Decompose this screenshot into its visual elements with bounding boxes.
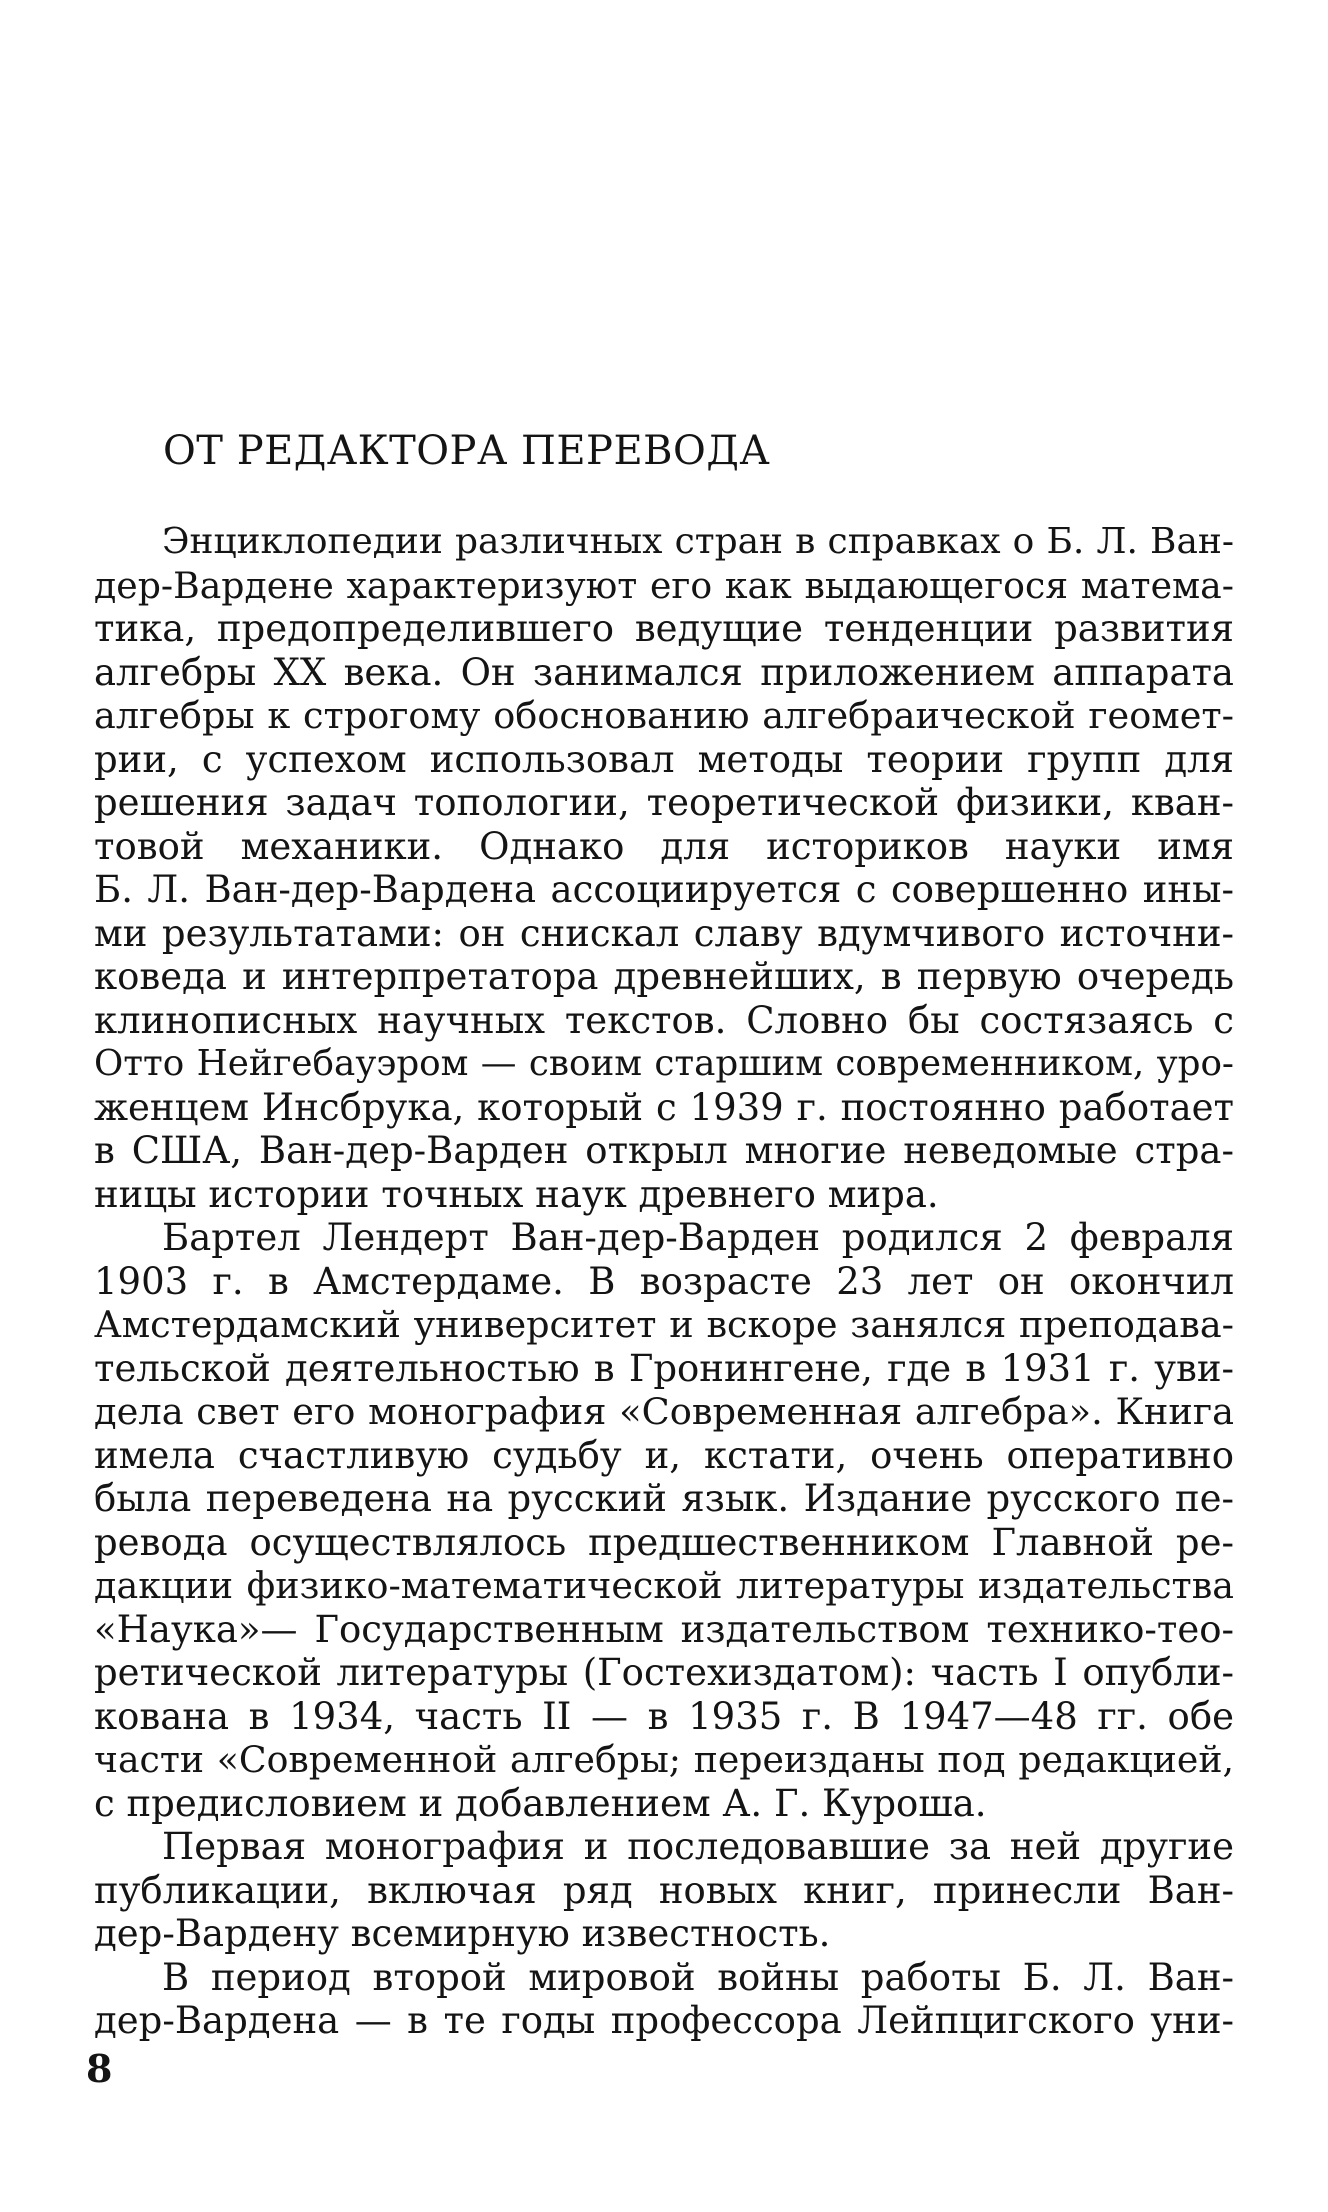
text-line: Энциклопедии различных стран в справках о Б. Л. Ван- [162,521,1234,562]
text-line: дер-Вардена — в те годы профессора Лейпцигского уни- [94,1999,1234,2042]
text-line: ревода осуществлялось предшественником Главной ре- [94,1520,1234,1564]
text-line: коведа и интерпретатора древнейших, в первую очередь [94,955,1234,998]
text-line: Амстердамский университет и вскоре занялся преподава- [94,1303,1234,1346]
text-line: была переведена на русский язык. Издание русского пе- [94,1477,1234,1520]
section-heading: ОТ РЕДАКТОРА ПЕРЕВОДА [163,428,771,474]
text-line: В период второй мировой войны работы Б. Л. Ван- [162,1955,1234,1999]
text-line: тика, предопределившего ведущие тенденции развития [94,607,1234,650]
text-line: решения задач топологии, теоретической физики, кван- [94,781,1234,824]
text-line: с предисловием и добавлением А. Г. Куроша. [94,1781,987,1825]
text-line: дела свет его монография «Современная алгебра». Книга [94,1390,1234,1433]
text-line: алгебры к строгому обоснованию алгебраической геомет- [94,694,1234,737]
text-line: дер-Вардену всемирную известность. [94,1912,831,1955]
text-line: кована в 1934, часть II — в 1935 г. В 1947—48 гг. обе [94,1694,1234,1738]
text-line: тельской деятельностью в Гронингене, где в 1931 г. уви- [94,1346,1234,1390]
text-line: имела счастливую судьбу и, кстати, очень оперативно [94,1433,1234,1477]
text-line: товой механики. Однако для историков науки имя [94,824,1234,868]
text-line: «Наука»— Государственным издательством технико-тео- [94,1607,1234,1651]
text-line: дакции физико-математической литературы издательства [94,1564,1234,1607]
text-line: в США, Ван-дер-Варден открыл многие неведомые стра- [94,1129,1234,1172]
text-line: клинописных научных текстов. Словно бы состязаясь с [94,998,1234,1042]
text-line: Отто Нейгебауэром — своим старшим современником, уро- [94,1043,1234,1084]
text-line: 1903 г. в Амстердаме. В возрасте 23 лет он окончил [94,1259,1234,1303]
text-line: ницы истории точных наук древнего мира. [94,1172,939,1216]
text-line: женцем Инсбрука, который с 1939 г. постоянно работает [94,1085,1234,1129]
body-text [94,520,1234,2043]
text-line: алгебры XX века. Он занимался приложением аппарата [94,650,1234,694]
text-line: части «Современной алгебры; переизданы под редакцией, [94,1738,1234,1781]
text-line: рии, с успехом использовал методы теории групп для [94,737,1234,781]
text-line: публикации, включая ряд новых книг, принесли Ван- [94,1868,1234,1912]
text-line: ми результатами: он снискал славу вдумчивого источни- [94,911,1234,955]
text-line: дер-Вардене характеризуют его как выдающегося матема- [94,563,1234,607]
text-line: Б. Л. Ван-дер-Вардена ассоциируется с совершенно ины- [94,868,1234,911]
page-number: 8 [86,2046,113,2091]
text-line: ретической литературы (Гостехиздатом): часть I опубли- [94,1651,1234,1694]
text-line: Бартел Лендерт Ван-дер-Варден родился 2 февраля [162,1216,1234,1259]
text-line: Первая монография и последовавшие за ней другие [162,1825,1234,1868]
